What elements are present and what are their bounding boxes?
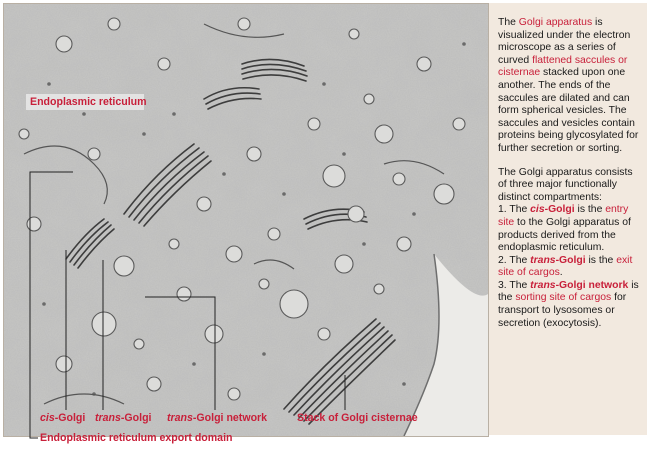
text-span: .	[559, 267, 563, 279]
label-stack-golgi-cisternae: Stack of Golgi cisternae	[297, 412, 418, 424]
highlight-golgi: -Golgi	[555, 254, 586, 266]
highlight-golgi-apparatus: Golgi apparatus	[518, 17, 593, 28]
label-endoplasmic-reticulum: Endoplasmic reticulum	[30, 96, 147, 108]
text-span: to the Golgi apparatus of products derived from the endoplasmic reticulum.	[498, 216, 631, 254]
item-cis-golgi	[498, 204, 641, 254]
text-span: is the	[585, 254, 617, 266]
text-span: 2. The	[498, 254, 531, 266]
text-span: is the	[574, 204, 606, 216]
label-cis-prefix: cis	[40, 412, 55, 424]
label-trans-net-suffix: -Golgi network	[192, 412, 268, 424]
highlight-entry-site: entry site	[498, 204, 629, 228]
highlight-exit-site: exit site of cargos	[498, 254, 633, 279]
highlight-trans: trans	[530, 279, 556, 291]
label-cis-golgi	[40, 412, 85, 424]
text-span: 1. The	[498, 204, 531, 216]
highlight-sorting-site: sorting site of cargos	[515, 292, 612, 304]
text-span: for transport to lysosomes or secretion (exocytosis).	[498, 292, 627, 329]
highlight-flattened-saccules: flattened saccules or cisternae	[498, 54, 628, 79]
paragraph-compartments	[498, 167, 641, 205]
highlight-cis: cis	[530, 204, 545, 216]
label-trans-suffix: -Golgi	[120, 412, 152, 424]
label-trans-net-prefix: trans	[167, 412, 193, 424]
item-trans-golgi	[498, 255, 641, 280]
highlight-trans: trans	[530, 254, 556, 266]
text-span: The Golgi apparatus consists of three major functionally distinct compartments:	[498, 166, 633, 203]
text-span: The	[498, 17, 519, 28]
label-trans-golgi-network	[167, 412, 267, 424]
text-span: 3. The	[498, 279, 531, 291]
item-trans-golgi-network	[498, 280, 641, 330]
text-span: is visualized under the electron microscope as a series of curved	[498, 17, 631, 66]
highlight-golgi-network: -Golgi network	[555, 279, 629, 291]
label-trans-golgi	[95, 412, 152, 424]
text-span: is the	[498, 279, 639, 304]
highlight-golgi: -Golgi	[544, 204, 575, 216]
label-trans-prefix: trans	[95, 412, 121, 424]
label-er-export-domain: Endoplasmic reticulum export domain	[40, 432, 233, 444]
description-panel	[489, 3, 647, 435]
paragraph-intro	[498, 17, 641, 156]
text-span: stacked upon one another. The ends of the saccules are dilated and can form spherical vesicles. The saccules and vesicles contain proteins being glycosylated for further secretion or sorting.	[498, 67, 639, 154]
label-cis-suffix: -Golgi	[54, 412, 86, 424]
electron-micrograph	[3, 3, 489, 437]
